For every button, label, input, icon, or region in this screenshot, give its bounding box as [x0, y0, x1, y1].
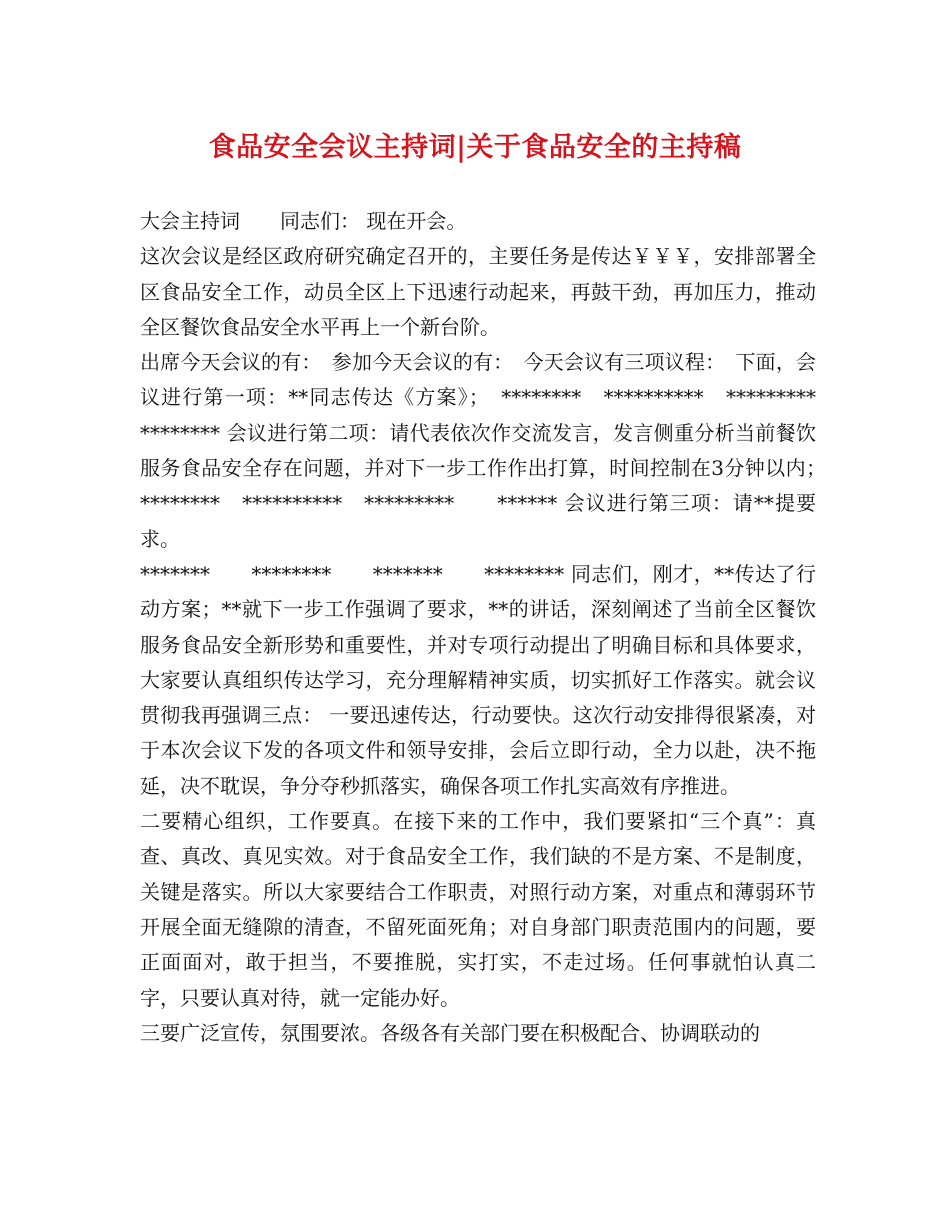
- paragraph-summary-point-one: ******* ******** ******* ******** 同志们，刚才，**传达了行动方案；**就下一步工作强调了要求，**的讲话，深刻阐述了当前全区餐饮服务食品安全新形势和重要性，并对专项行动提出了明确目标和具体要求，大家要认真组织传达学习，充分理解精神实质，切实抓好工作落实。就会议贯彻我再强调三点： 一要迅速传达，行动要快。这次行动安排得很紧凑，对于本次会议下发的各项文件和领导安排，会后立即行动，全力以赴，决不拖延，决不耽误，争分夺秒抓落实，确保各项工作扎实高效有序推进。: [140, 561, 816, 798]
- paragraph-meeting-purpose: 这次会议是经区政府研究确定召开的，主要任务是传达￥￥￥，安排部署全区食品安全工作，动员全区上下迅速行动起来，再鼓干劲，再加压力，推动全区餐饮食品安全水平再上一个新台阶。: [140, 244, 816, 339]
- paragraph-point-two: 二要精心组织，工作要真。在接下来的工作中，我们要紧扣“三个真”：真查、真改、真见实效。对于食品安全工作，我们缺的不是方案、不是制度，关键是落实。所以大家要结合工作职责，对照行动方案，对重点和薄弱环节开展全面无缝隙的清查，不留死面死角；对自身部门职责范围内的问题，要正面面对，敢于担当，不要推脱，实打实，不走过场。任何事就怕认真二字，只要认真对待，就一定能办好。: [140, 809, 816, 1010]
- paragraph-point-three: 三要广泛宣传，氛围要浓。各级各有关部门要在积极配合、协调联动的: [140, 1020, 760, 1045]
- paragraph-agenda: 出席今天会议的有： 参加今天会议的有： 今天会议有三项议程： 下面，会议进行第一项：**同志传达《方案》； ******** ********** ********* ******** 会议进行第二项：请代表依次作交流发言，发言侧重分析当前餐饮服务食品安全存在问题，并对下一步工作作出打算，时间控制在3分钟以内； ******** ********** ********* ****** 会议进行第三项：请**提要求。: [140, 350, 856, 551]
- document-title: 食品安全会议主持词|关于食品安全的主持稿: [208, 132, 742, 163]
- document-body: [140, 204, 856, 1051]
- paragraph-opening: 大会主持词 同志们： 现在开会。: [140, 209, 467, 233]
